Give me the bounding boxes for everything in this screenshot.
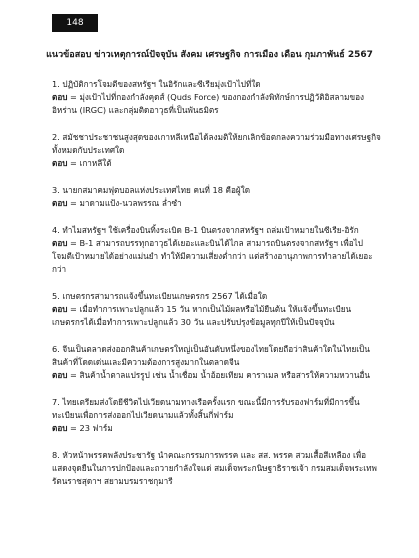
answer-label: ตอบ — [52, 423, 68, 433]
answer-text: เมื่อทำการเพาะปลูกแล้ว 15 วัน หากเป็นไม้ผลหรือไม้ยืนต้น ให้แจ้งขึ้นทะเบียนเกษตรกรได้เมื่อทำการเพาะปลูกแล้ว 30 วัน และปรับปรุงข้อมูลทุกปีให้เป็นปัจจุบัน — [52, 304, 352, 327]
question-item — [52, 449, 382, 488]
question-text: 1. ปฏิบัติการโจมตีของสหรัฐฯ ในอิรักและซีเรียมุ่งเป้าไปที่ใด — [52, 79, 261, 89]
answer-text: B-1 สามารถบรรทุกอาวุธได้เยอะและบินได้ไกล สามารถบินตรงจากสหรัฐฯ เพื่อไปโจมตีเป้าหมายได้อย่างแม่นยำ ทำให้มีความเสี่ยงต่ำกว่า แต่สร้างอานุภาพการทำลายได้เยอะกว่า — [52, 238, 373, 274]
document-title: แนวข้อสอบ ข่าวเหตุการณ์ปัจจุบัน สังคม เศรษฐกิจ การเมือง เดือน กุมภาพันธ์ 2567 — [46, 50, 373, 60]
question-item — [52, 78, 382, 117]
question-text: 5. เกษตรกรสามารถแจ้งขึ้นทะเบียนเกษตรกร 2567 ได้เมื่อใด — [52, 291, 268, 301]
question-item — [52, 396, 382, 435]
question-text: 7. ไทยเตรียมส่งโดยีชีวิตไปเวียดนามทางเรือครั้งแรก ขณะนี้มีการรับรองฟาร์มที่มีการขึ้นทะเบียนเพื่อการส่งออกไปเวียดนามแล้วทั้งสิ้นกี่ฟาร์ม — [52, 397, 360, 420]
answer-line: ตอบ = มุ่งเป้าไปที่กองกำลังคุดส์ (Quds Force) ของกองกำลังพิทักษ์การปฏิวัติอิสลามของอิหร่าน (IRGC) และกลุ่มติดอาวุธที่เป็นพันธมิตร — [52, 92, 364, 115]
answer-line: ตอบ = สินค้าน้ำตาลแปรรูป เช่น น้ำเชื่อม น้ำอ้อยเทียม คาราเมล หรือสารให้ความหวานอื่น — [52, 370, 370, 380]
question-text: 8. หัวหน้าพรรคพลังประชารัฐ นำคณะกรรมการพรรค และ สส. พรรค สวมเสื้อสีเหลือง เพื่อแสดงจุดยืนในการปกป้องและถวายกำลังใจแด่ สมเด็จพระกนิษฐาธิราชเจ้า กรมสมเด็จพระเทพรัตนราชสุดาฯ สยามบรมราชกุมารี — [52, 450, 377, 486]
question-list — [52, 78, 382, 502]
question-text: 4. ทำไมสหรัฐฯ ใช้เครื่องบินทิ้งระเบิด B-1 บินตรงจากสหรัฐฯ ถล่มเป้าหมายในซีเรีย-อิรัก — [52, 225, 359, 235]
question-text: 3. นายกสมาคมฟุตบอลแห่งประเทศไทย คนที่ 18 คือผู้ใด — [52, 185, 251, 195]
question-item — [52, 224, 382, 276]
answer-label: ตอบ — [52, 158, 68, 168]
answer-line: ตอบ = B-1 สามารถบรรทุกอาวุธได้เยอะและบินได้ไกล สามารถบินตรงจากสหรัฐฯ เพื่อไปโจมตีเป้าหมายได้อย่างแม่นยำ ทำให้มีความเสี่ยงต่ำกว่า แต่สร้างอานุภาพการทำลายได้เยอะกว่า — [52, 238, 373, 274]
answer-text: สินค้าน้ำตาลแปรรูป เช่น น้ำเชื่อม น้ำอ้อยเทียม คาราเมล หรือสารให้ความหวานอื่น — [79, 370, 370, 380]
answer-line: ตอบ = 23 ฟาร์ม — [52, 423, 113, 433]
question-item — [52, 290, 382, 329]
answer-line: ตอบ = เมื่อทำการเพาะปลูกแล้ว 15 วัน หากเป็นไม้ผลหรือไม้ยืนต้น ให้แจ้งขึ้นทะเบียนเกษตรกรได้เมื่อทำการเพาะปลูกแล้ว 30 วัน และปรับปรุงข้อมูลทุกปีให้เป็นปัจจุบัน — [52, 304, 352, 327]
answer-label: ตอบ — [52, 370, 68, 380]
answer-line: ตอบ = มาดามแป้ง-นวลพรรณ ล่ำซำ — [52, 198, 182, 208]
answer-label: ตอบ — [52, 238, 68, 248]
answer-label: ตอบ — [52, 304, 68, 314]
page-number-badge: 148 — [52, 14, 98, 32]
answer-text: 23 ฟาร์ม — [79, 423, 113, 433]
answer-text: มุ่งเป้าไปที่กองกำลังคุดส์ (Quds Force) ของกองกำลังพิทักษ์การปฏิวัติอิสลามของอิหร่าน (IRGC) และกลุ่มติดอาวุธที่เป็นพันธมิตร — [52, 92, 364, 115]
question-item — [52, 184, 382, 210]
answer-label: ตอบ — [52, 92, 68, 102]
answer-text: เกาหลีใต้ — [79, 158, 112, 168]
answer-text: มาดามแป้ง-นวลพรรณ ล่ำซำ — [79, 198, 182, 208]
answer-label: ตอบ — [52, 198, 68, 208]
question-text: 6. จีนเป็นตลาดส่งออกสินค้าเกษตรใหญ่เป็นอันดับหนึ่งของไทยโดยถือว่าสินค้าใดในไทยเป็นสินค้าที่โดดเด่นและมีความต้องการสูงมากในตลาดจีน — [52, 344, 370, 367]
question-text: 2. สมัชชาประชาชนสูงสุดของเกาหลีเหนือได้ลงมติให้ยกเลิกข้อตกลงความร่วมมือทางเศรษฐกิจทั้งหมดกับประเทศใด — [52, 132, 381, 155]
question-item — [52, 131, 382, 170]
answer-line: ตอบ = เกาหลีใต้ — [52, 158, 112, 168]
question-item — [52, 343, 382, 382]
